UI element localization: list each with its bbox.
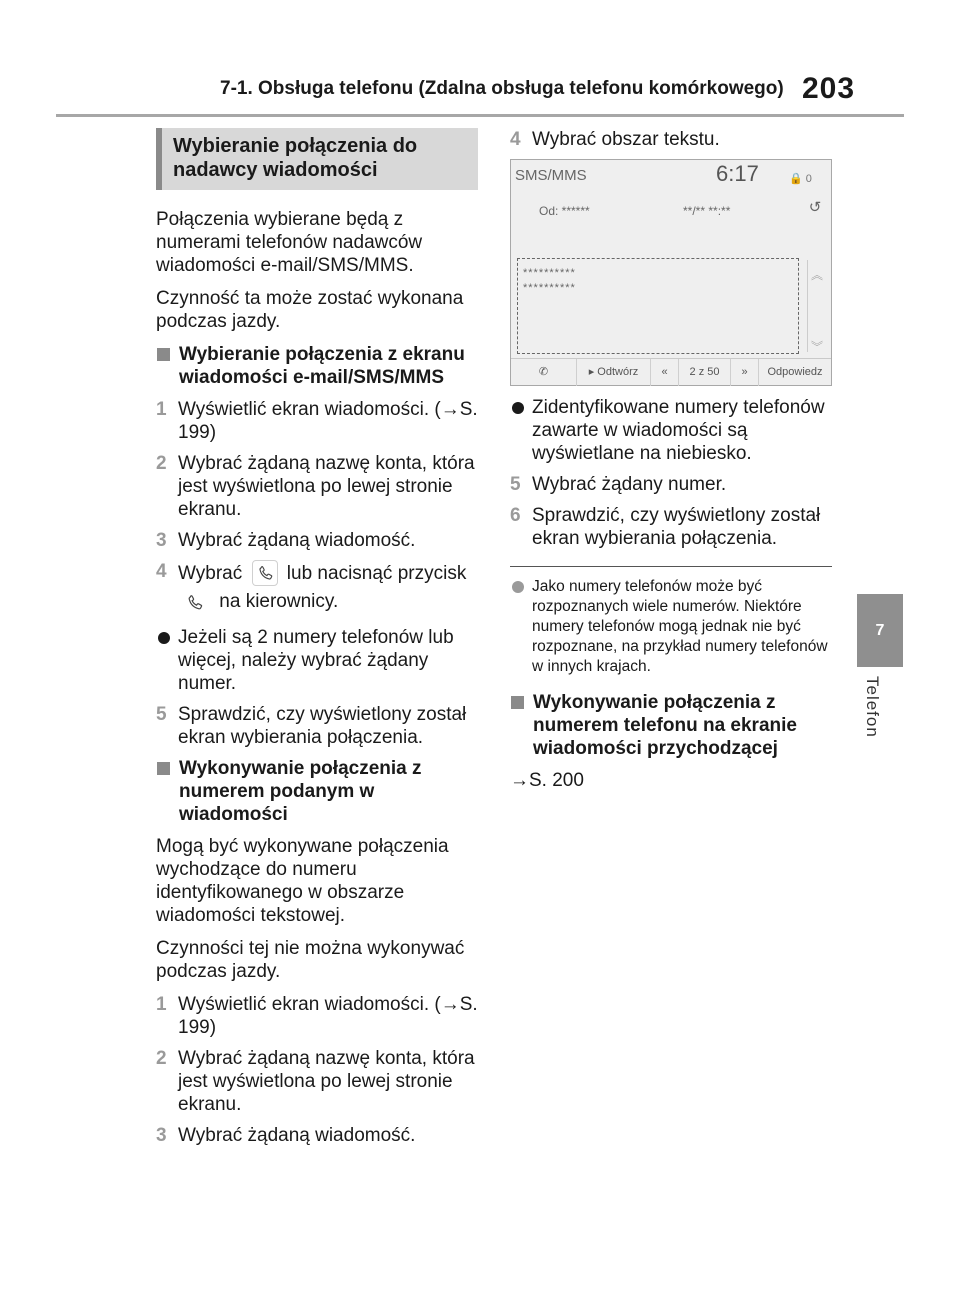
subheading-text: Wykonywanie połączenia z numerem telefonu na ekranie wiadomości przychodzącej: [533, 692, 797, 759]
step-number: 2: [156, 453, 167, 474]
paragraph: Czynności tej nie można wykonywać podczas jazdy.: [156, 938, 465, 982]
chapter-tab: 7: [857, 594, 903, 667]
step-number: 6: [510, 505, 521, 526]
step-item: [510, 128, 832, 151]
step-number: 1: [156, 994, 167, 1015]
step-number: 1: [156, 399, 167, 420]
step-number: 4: [510, 129, 521, 150]
step-line-2: [178, 590, 478, 618]
step-text: Wyświetlić ekran wiadomości. (→S. 199): [178, 994, 478, 1038]
step-item: [510, 504, 832, 550]
subheading-text: Wykonywanie połączenia z numerem podanym w wiadomości: [179, 758, 422, 825]
screen-sender: Od: ******: [539, 204, 590, 218]
screen-clock: 6:17: [716, 161, 759, 186]
step-text: Wybrać żądaną wiadomość.: [178, 530, 416, 551]
step-item: [156, 452, 478, 521]
message-line: **********: [523, 267, 576, 279]
bullet-text: Jeżeli są 2 numery telefonów lub więcej, należy wybrać żądany numer.: [178, 627, 454, 694]
header-divider: [56, 114, 904, 117]
step-text: Wybrać żądaną nazwę konta, która jest wyświetlona po lewej stronie ekranu.: [178, 1048, 475, 1115]
reply-button[interactable]: Odpowiedz: [767, 366, 823, 378]
subheading-incoming-message: [510, 691, 832, 760]
page-header-title: 7-1. Obsługa telefonu (Zdalna obsługa telefonu komórkowego): [220, 78, 784, 99]
scroll-up-icon[interactable]: ︽: [811, 268, 824, 282]
round-bullet-icon: [158, 632, 170, 644]
step-item: [156, 398, 478, 444]
step-item: [510, 473, 832, 496]
driving-note-paragraph: Czynność ta może zostać wykonana podczas jazdy.: [156, 288, 464, 332]
step-item-call: [156, 560, 478, 618]
step-number: 4: [156, 561, 167, 582]
right-column: [510, 128, 832, 802]
screen-status: 🔒 0: [789, 173, 812, 185]
screen-toolbar: [511, 358, 831, 385]
screen-title: SMS/MMS: [515, 167, 587, 184]
note-divider: [510, 566, 832, 567]
play-button[interactable]: ▸ Odtwórz: [577, 359, 651, 386]
bullet-item: [510, 396, 832, 465]
subheading-email-screen: [156, 343, 478, 389]
step-item: [156, 703, 478, 749]
square-bullet-icon: [157, 348, 170, 361]
call-button[interactable]: ✆: [511, 359, 577, 386]
next-page-button[interactable]: »: [731, 359, 759, 386]
step-text: Wybrać żądaną nazwę konta, która jest wyświetlona po lewej stronie ekranu.: [178, 453, 475, 520]
screen-date: **/** **:**: [683, 204, 731, 218]
step-text-a: Wybrać: [178, 563, 243, 584]
step-text-b: lub nacisnąć przycisk: [286, 563, 467, 584]
step-number: 5: [156, 704, 167, 725]
chapter-label: Telefon: [863, 676, 882, 738]
step-number: 3: [156, 530, 167, 551]
subheading-number-in-message: [156, 757, 478, 826]
left-column: [156, 128, 478, 1155]
step-text: Sprawdzić, czy wyświetlony został ekran wybierania połączenia.: [532, 505, 821, 549]
step-item: [156, 529, 478, 552]
step-number: 2: [156, 1048, 167, 1069]
note-bullet-icon: [512, 581, 524, 593]
step-item: [156, 1047, 478, 1116]
subheading-text: Wybieranie połączenia z ekranu wiadomości e-mail/SMS/MMS: [179, 344, 465, 388]
scroll-down-icon[interactable]: ︾: [811, 340, 824, 354]
bullet-text: Zidentyfikowane numery telefonów zawarte w wiadomości są wyświetlane na niebiesko.: [532, 397, 825, 464]
bullet-item: [156, 626, 478, 695]
note-text: Jako numery telefonów może być rozpoznanych wiele numerów. Niektóre numery telefonów mogą jednak nie być rozpoznane, na przykład numery telefonów w innych krajach.: [532, 578, 828, 675]
page-reference: →S. 200: [510, 770, 584, 791]
step-number: 3: [156, 1125, 167, 1146]
step-item: [156, 993, 478, 1039]
note-item: [510, 577, 832, 677]
step-number: 5: [510, 474, 521, 495]
step-text: Wybrać żądany numer.: [532, 474, 727, 495]
step-text-c: na kierownicy.: [219, 591, 339, 612]
phone-button-icon: [252, 560, 278, 586]
page-indicator: 2 z 50: [679, 359, 731, 386]
step-text: Sprawdzić, czy wyświetlony został ekran wybierania połączenia.: [178, 704, 467, 748]
round-bullet-icon: [512, 402, 524, 414]
square-bullet-icon: [511, 696, 524, 709]
step-text: Wybrać obszar tekstu.: [532, 129, 720, 150]
steering-phone-icon: [186, 594, 208, 618]
message-text: [523, 266, 576, 296]
prev-page-button[interactable]: «: [651, 359, 679, 386]
paragraph: Mogą być wykonywane połączenia wychodzące do numeru identyfikowanego w obszarze wiadomości tekstowej.: [156, 836, 449, 926]
step-item: [156, 1124, 478, 1147]
intro-paragraph: Połączenia wybierane będą z numerami telefonów nadawców wiadomości e-mail/SMS/MMS.: [156, 209, 423, 276]
step-text: Wyświetlić ekran wiadomości. (→S. 199): [178, 399, 478, 443]
square-bullet-icon: [157, 762, 170, 775]
sms-screen-illustration: [510, 159, 832, 386]
message-line: **********: [523, 282, 576, 294]
back-icon[interactable]: ↺: [808, 199, 822, 216]
section-title: Wybieranie połączenia do nadawcy wiadomości: [156, 128, 478, 190]
step-text: Wybrać żądaną wiadomość.: [178, 1125, 416, 1146]
page-number: 203: [802, 72, 856, 105]
